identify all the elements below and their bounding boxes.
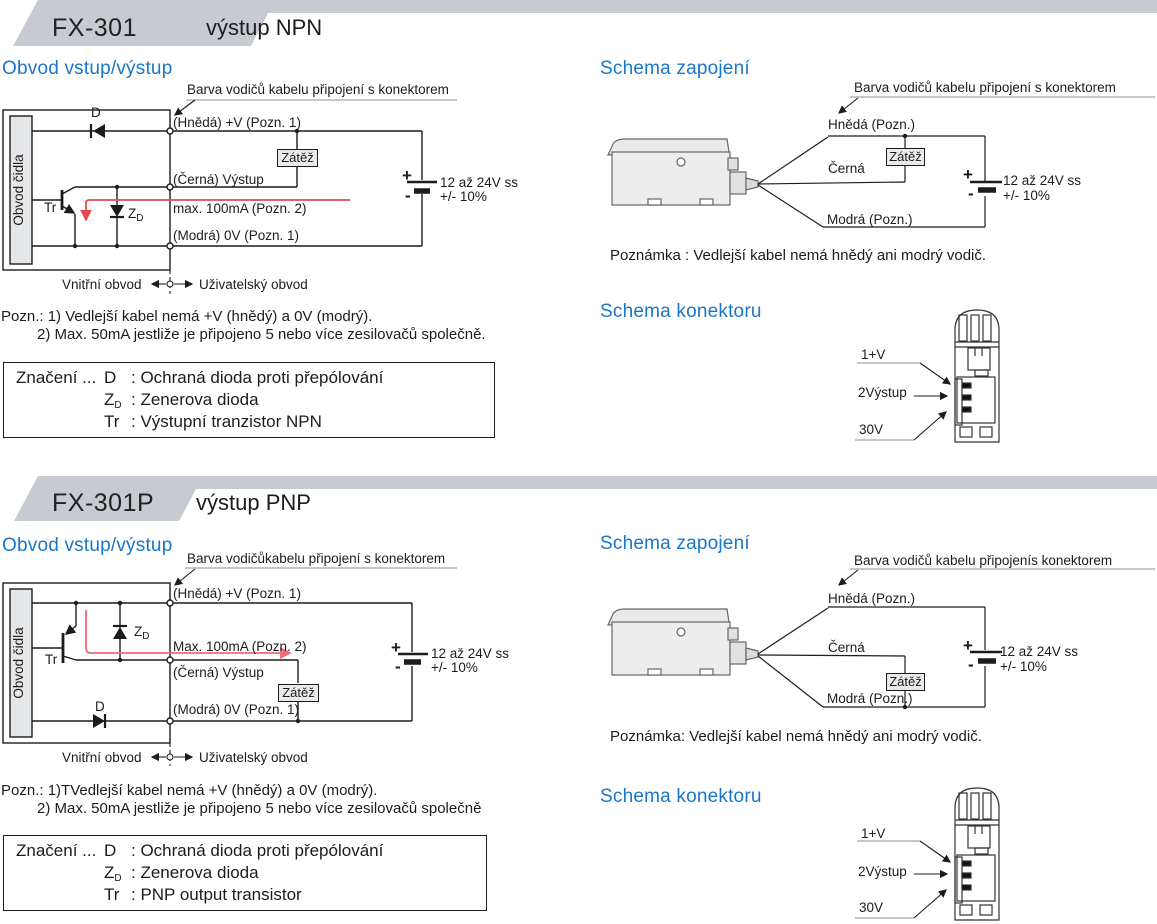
- legend-row: $Z_D$ : Zenerova dioda: [104, 390, 259, 411]
- supply-voltage: 12 až 24V ss: [1000, 644, 1079, 659]
- legend-title: Značení ...: [16, 368, 97, 387]
- connector-heading: Schema konektoru: [600, 301, 762, 322]
- transistor-label: Tr: [44, 200, 57, 215]
- minus-terminal: -: [395, 657, 401, 676]
- io-circuit-heading: Obvod vstup/výstup: [2, 58, 173, 79]
- legend-row: D : Ochraná dioda proti přepólování: [104, 368, 384, 387]
- plus-terminal: +: [391, 638, 401, 657]
- supply-tolerance: +/- 10%: [440, 189, 487, 204]
- cable-color-note: Barva vodičů kabelu připojení s konektorem: [187, 82, 449, 97]
- user-circuit-label: Uživatelský obvod: [199, 277, 308, 292]
- supply-tolerance: +/- 10%: [431, 660, 478, 675]
- legend-row: Tr : PNP output transistor: [104, 885, 302, 904]
- minus-terminal: -: [968, 655, 974, 674]
- brown-wire-label: Hnědá (Pozn.): [828, 591, 916, 606]
- output-type: výstup NPN: [206, 15, 323, 40]
- wiring-note: Poznámka: Vedlejší kabel nemá hnědý ani modrý vodič.: [610, 728, 982, 745]
- amplifier-drawing: [608, 609, 758, 675]
- brown-wire-label: (Hnědá) +V (Pozn. 1): [173, 586, 301, 601]
- sensor-circuit-label: Obvod čidla: [11, 154, 26, 226]
- load-box: Zátěž: [278, 684, 319, 702]
- note-line: Pozn.: 1) Vedlejší kabel nemá +V (hnědý) a 0V (modrý).: [1, 308, 373, 325]
- transistor-label: Tr: [45, 652, 58, 667]
- supply-voltage: 12 až 24V ss: [1003, 173, 1082, 188]
- legend-row: D : Ochraná dioda proti přepólování: [104, 841, 384, 860]
- internal-circuit-label: Vnitřní obvod: [62, 750, 142, 765]
- load-box: Zátěž: [886, 673, 925, 691]
- diode-label: D: [91, 105, 101, 120]
- brown-wire-label: Hnědá (Pozn.): [828, 117, 916, 132]
- pin-label: 30V: [859, 422, 884, 437]
- zener-label: $Z_D$: [134, 624, 150, 642]
- blue-wire-label: (Modrá) 0V (Pozn. 1): [173, 228, 300, 243]
- model-name: FX-301: [52, 14, 137, 42]
- model-name: FX-301P: [52, 489, 155, 517]
- legend-row: Tr : Výstupní tranzistor NPN: [104, 412, 322, 431]
- diode-label: D: [95, 699, 105, 714]
- sensor-circuit-label: Obvod čidla: [11, 627, 26, 699]
- brown-wire-label: (Hnědá) +V (Pozn. 1): [173, 115, 301, 130]
- black-wire-label: Černá: [828, 161, 865, 176]
- pin-label: 30V: [859, 900, 884, 915]
- pin-label: 2Výstup: [858, 864, 907, 879]
- user-circuit-label: Uživatelský obvod: [199, 750, 308, 765]
- note-line: 2) Max. 50mA jestliže je připojeno 5 nebo více zesilovačů společně: [37, 800, 482, 817]
- pin-label: 2Výstup: [858, 385, 907, 400]
- plus-terminal: +: [963, 636, 973, 655]
- plus-terminal: +: [402, 166, 412, 185]
- wiring-heading: Schema zapojení: [600, 58, 750, 79]
- wiring-heading: Schema zapojení: [600, 533, 750, 554]
- io-circuit-heading: Obvod vstup/výstup: [2, 535, 173, 556]
- minus-terminal: -: [968, 184, 974, 203]
- supply-voltage: 12 až 24V ss: [431, 646, 510, 661]
- legend-row: $Z_D$ : Zenerova dioda: [104, 863, 259, 884]
- output-type: výstup PNP: [196, 490, 311, 515]
- blue-wire-label: Modrá (Pozn.): [827, 691, 913, 706]
- output-wire-label: (Černá) Výstup: [173, 665, 264, 680]
- cable-color-note: Barva vodičů kabelu připojenís konektorem: [854, 553, 1113, 568]
- legend-title: Značení ...: [16, 841, 97, 860]
- pin-label: 1+V: [861, 347, 886, 362]
- internal-circuit-label: Vnitřní obvod: [62, 277, 142, 292]
- zener-label: $Z_D$: [128, 206, 144, 224]
- minus-terminal: -: [405, 186, 411, 205]
- output-wire-label: (Černá) Výstup: [173, 172, 264, 187]
- note-line: 2) Max. 50mA jestliže je připojeno 5 nebo více zesilovačů společně.: [37, 326, 486, 343]
- blue-wire-label: (Modrá) 0V (Pozn. 1): [173, 702, 300, 717]
- max-current-label: max. 100mA (Pozn. 2): [173, 201, 307, 216]
- black-wire-label: Černá: [828, 640, 865, 655]
- pin-label: 1+V: [861, 826, 886, 841]
- amplifier-drawing: [608, 139, 758, 205]
- supply-voltage: 12 až 24V ss: [440, 175, 519, 190]
- plus-terminal: +: [963, 165, 973, 184]
- blue-wire-label: Modrá (Pozn.): [827, 212, 913, 227]
- note-line: Pozn.: 1)TVedlejší kabel nemá +V (hnědý) a 0V (modrý).: [1, 782, 378, 799]
- load-box: Zátěž: [886, 148, 925, 166]
- cable-color-note: Barva vodičů kabelu připojení s konektorem: [854, 80, 1116, 95]
- wiring-note: Poznámka : Vedlejší kabel nemá hnědý ani modrý vodič.: [610, 247, 987, 264]
- load-box: Zátěž: [277, 149, 318, 167]
- supply-tolerance: +/- 10%: [1003, 188, 1050, 203]
- supply-tolerance: +/- 10%: [1000, 659, 1047, 674]
- connector-heading: Schema konektoru: [600, 786, 762, 807]
- max-current-label: Max. 100mA (Pozn. 2): [173, 639, 307, 654]
- cable-color-note: Barva vodičůkabelu připojení s konektorem: [187, 551, 446, 566]
